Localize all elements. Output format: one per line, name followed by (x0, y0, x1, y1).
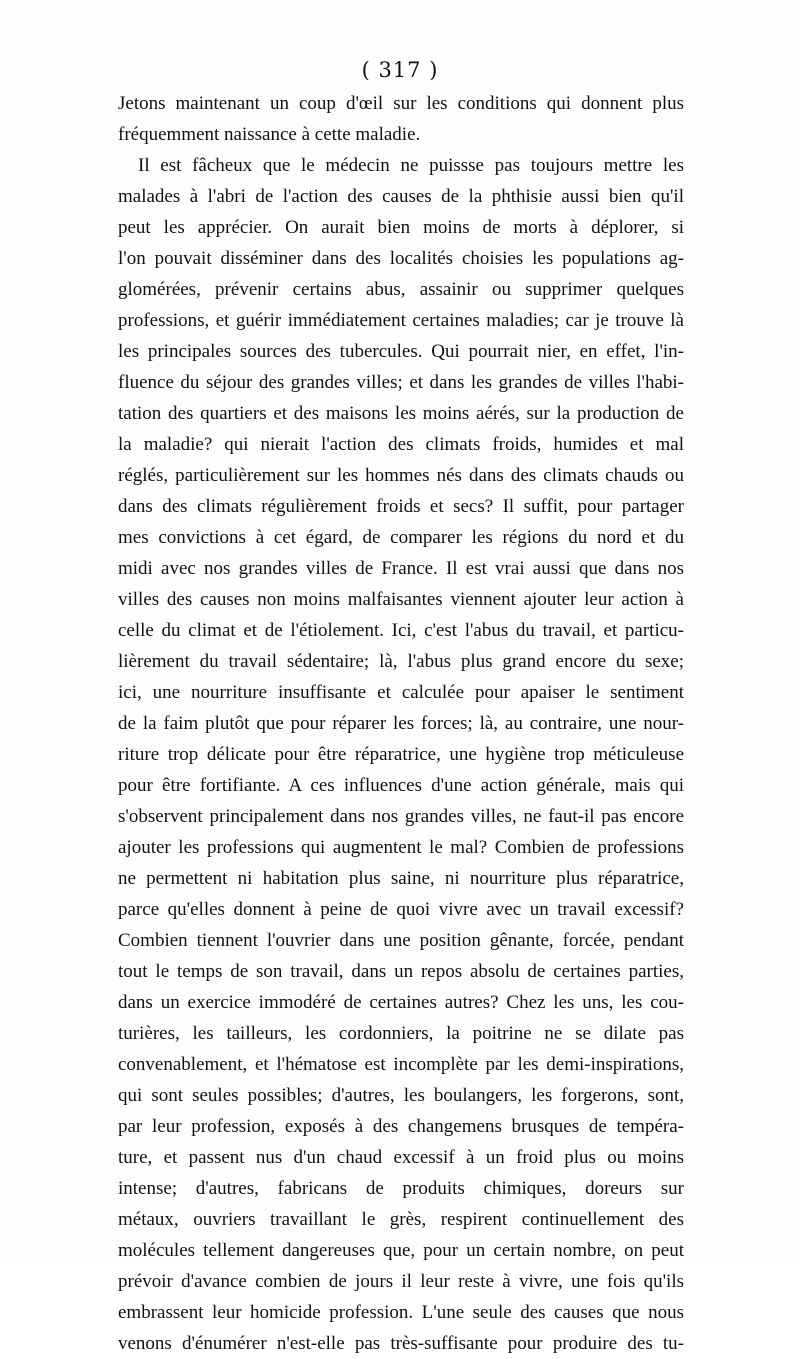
text-line: embrassent leur homicide profession. L'une seule des causes que nous (118, 1302, 684, 1323)
text-line: molécules tellement dangereuses que, pour un certain nombre, on peut (118, 1240, 684, 1261)
text-line: ajouter les professions qui augmentent le mal? Combien de professions (118, 837, 684, 858)
text-line: tation des quartiers et des maisons les moins aérés, sur la production de (118, 403, 684, 424)
body-text (118, 88, 684, 1359)
text-line: les principales sources des tubercules. Qui pourrait nier, en effet, l'in- (118, 341, 684, 362)
text-line: intense; d'autres, fabricans de produits chimiques, doreurs sur (118, 1178, 684, 1199)
text-line: prévoir d'avance combien de jours il leur reste à vivre, une fois qu'ils (118, 1271, 684, 1292)
text-line: ici, une nourriture insuffisante et calculée pour apaiser le sentiment (118, 682, 684, 703)
text-line: pour être fortifiante. A ces influences d'une action générale, mais qui (118, 775, 684, 796)
text-line: Combien tiennent l'ouvrier dans une position gênante, forcée, pendant (118, 930, 684, 951)
text-line: convenablement, et l'hématose est incomplète par les demi-inspirations, (118, 1054, 684, 1075)
text-line: tout le temps de son travail, dans un repos absolu de certaines parties, (118, 961, 684, 982)
text-line: mes convictions à cet égard, de comparer les régions du nord et du (118, 527, 684, 548)
text-line: professions, et guérir immédiatement certaines maladies; car je trouve là (118, 310, 684, 331)
text-line: ne permettent ni habitation plus saine, ni nourriture plus réparatrice, (118, 868, 684, 889)
text-line: la maladie? qui nierait l'action des climats froids, humides et mal (118, 434, 684, 455)
text-line: réglés, particulièrement sur les hommes nés dans des climats chauds ou (118, 465, 684, 486)
text-line: malades à l'abri de l'action des causes de la phthisie aussi bien qu'il (118, 186, 684, 207)
page-number: ( 317 ) (361, 58, 439, 82)
text-line: qui sont seules possibles; d'autres, les boulangers, les forgerons, sont, (118, 1085, 684, 1106)
text-line: venons d'énumérer n'est-elle pas très-suffisante pour produire des tu- (118, 1333, 684, 1354)
text-line: turières, les tailleurs, les cordonniers, la poitrine ne se dilate pas (118, 1023, 684, 1044)
text-line: villes des causes non moins malfaisantes viennent ajouter leur action à (118, 589, 684, 610)
text-line: riture trop délicate pour être réparatrice, une hygiène trop méticuleuse (118, 744, 684, 765)
text-line: peut les apprécier. On aurait bien moins de morts à déplorer, si (118, 217, 684, 238)
text-line: l'on pouvait disséminer dans des localités choisies les populations ag- (118, 248, 684, 269)
text-line: fréquemment naissance à cette maladie. (118, 124, 421, 145)
text-line: ture, et passent nus d'un chaud excessif à un froid plus ou moins (118, 1147, 684, 1168)
text-line: Jetons maintenant un coup d'œil sur les conditions qui donnent plus (118, 93, 684, 114)
text-line: métaux, ouvriers travaillant le grès, respirent continuellement des (118, 1209, 684, 1230)
text-line: par leur profession, exposés à des changemens brusques de tempéra- (118, 1116, 684, 1137)
text-line: de la faim plutôt que pour réparer les forces; là, au contraire, une nour- (118, 713, 684, 734)
text-line: parce qu'elles donnent à peine de quoi vivre avec un travail excessif? (118, 899, 684, 920)
text-line: dans des climats régulièrement froids et secs? Il suffit, pour partager (118, 496, 684, 517)
text-line: lièrement du travail sédentaire; là, l'abus plus grand encore du sexe; (118, 651, 684, 672)
text-line: dans un exercice immodéré de certaines autres? Chez les uns, les cou- (118, 992, 684, 1013)
text-line: Il est fâcheux que le médecin ne puissse pas toujours mettre les (138, 155, 684, 176)
text-line: s'observent principalement dans nos grandes villes, ne faut-il pas encore (118, 806, 684, 827)
text-line: midi avec nos grandes villes de France. Il est vrai aussi que dans nos (118, 558, 684, 579)
text-line: celle du climat et de l'étiolement. Ici, c'est l'abus du travail, et particu- (118, 620, 684, 641)
text-line: fluence du séjour des grandes villes; et dans les grandes de villes l'habi- (118, 372, 684, 393)
text-line: glomérées, prévenir certains abus, assainir ou supprimer quelques (118, 279, 684, 300)
